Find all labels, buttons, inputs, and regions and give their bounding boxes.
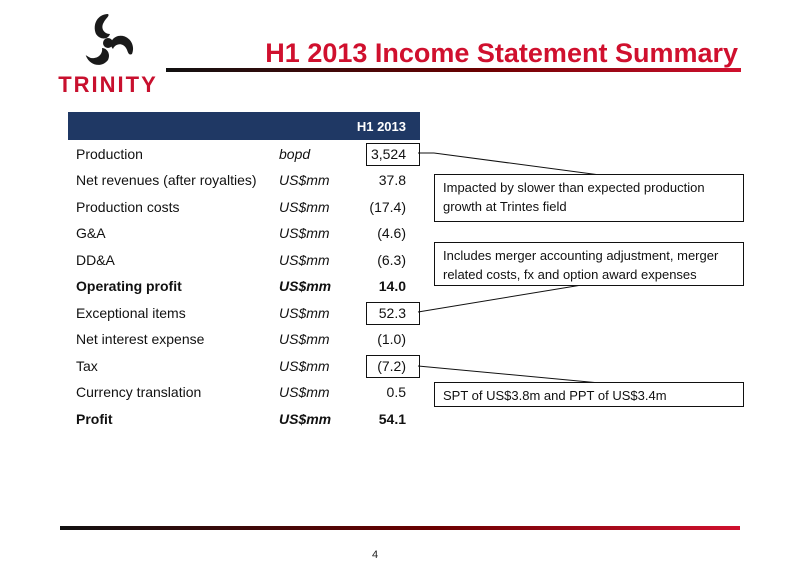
- row-unit: US$mm: [279, 225, 330, 241]
- row-label: Net interest expense: [76, 331, 205, 347]
- row-unit: US$mm: [279, 278, 332, 294]
- row-value: (6.3): [377, 252, 406, 268]
- row-label: DD&A: [76, 252, 115, 268]
- row-label: Production costs: [76, 199, 180, 215]
- row-label: Production: [76, 146, 143, 162]
- row-value: 3,524: [370, 146, 406, 162]
- row-unit: bopd: [279, 146, 311, 162]
- page-title: H1 2013 Income Statement Summary: [265, 38, 738, 68]
- row-unit: US$mm: [279, 384, 330, 400]
- row-unit: US$mm: [279, 305, 330, 321]
- page-number: 4: [371, 549, 379, 561]
- brand-name: TRINITY: [58, 72, 158, 97]
- callout-text: Impacted by slower than expected production growth at Trintes field: [443, 180, 705, 214]
- row-unit: US$mm: [279, 331, 330, 347]
- row-label: Operating profit: [76, 278, 182, 294]
- row-value: 54.1: [378, 411, 406, 427]
- row-value: 14.0: [378, 278, 406, 294]
- row-value: 52.3: [378, 305, 406, 321]
- connector-line: [418, 282, 600, 312]
- column-header-h1-2013: H1 2013: [356, 119, 406, 134]
- row-label: Exceptional items: [76, 305, 186, 321]
- connector-line: [434, 153, 600, 175]
- callout-exceptional-items: [434, 242, 744, 286]
- row-value: (1.0): [377, 331, 406, 347]
- row-value: (4.6): [377, 225, 406, 241]
- row-value: 37.8: [378, 172, 406, 188]
- row-unit: US$mm: [279, 252, 330, 268]
- row-label: G&A: [76, 225, 106, 241]
- row-unit: US$mm: [279, 358, 330, 374]
- row-unit: US$mm: [279, 199, 330, 215]
- callout-text: Includes merger accounting adjustment, merger related costs, fx and option award expenses: [443, 248, 719, 282]
- row-label: Tax: [76, 358, 98, 374]
- callout-tax: [434, 382, 744, 407]
- row-unit: US$mm: [279, 172, 330, 188]
- row-label: Profit: [76, 411, 113, 427]
- callout-production: [434, 174, 744, 222]
- row-value: 0.5: [386, 384, 406, 400]
- row-value: (7.2): [377, 358, 406, 374]
- row-unit: US$mm: [279, 411, 332, 427]
- row-label: Currency translation: [76, 384, 202, 400]
- callout-text: SPT of US$3.8m and PPT of US$3.4m: [443, 388, 667, 403]
- row-value: (17.4): [369, 199, 406, 215]
- connector-line: [418, 366, 600, 383]
- footer-divider: [60, 526, 740, 530]
- row-label: Net revenues (after royalties): [76, 172, 257, 188]
